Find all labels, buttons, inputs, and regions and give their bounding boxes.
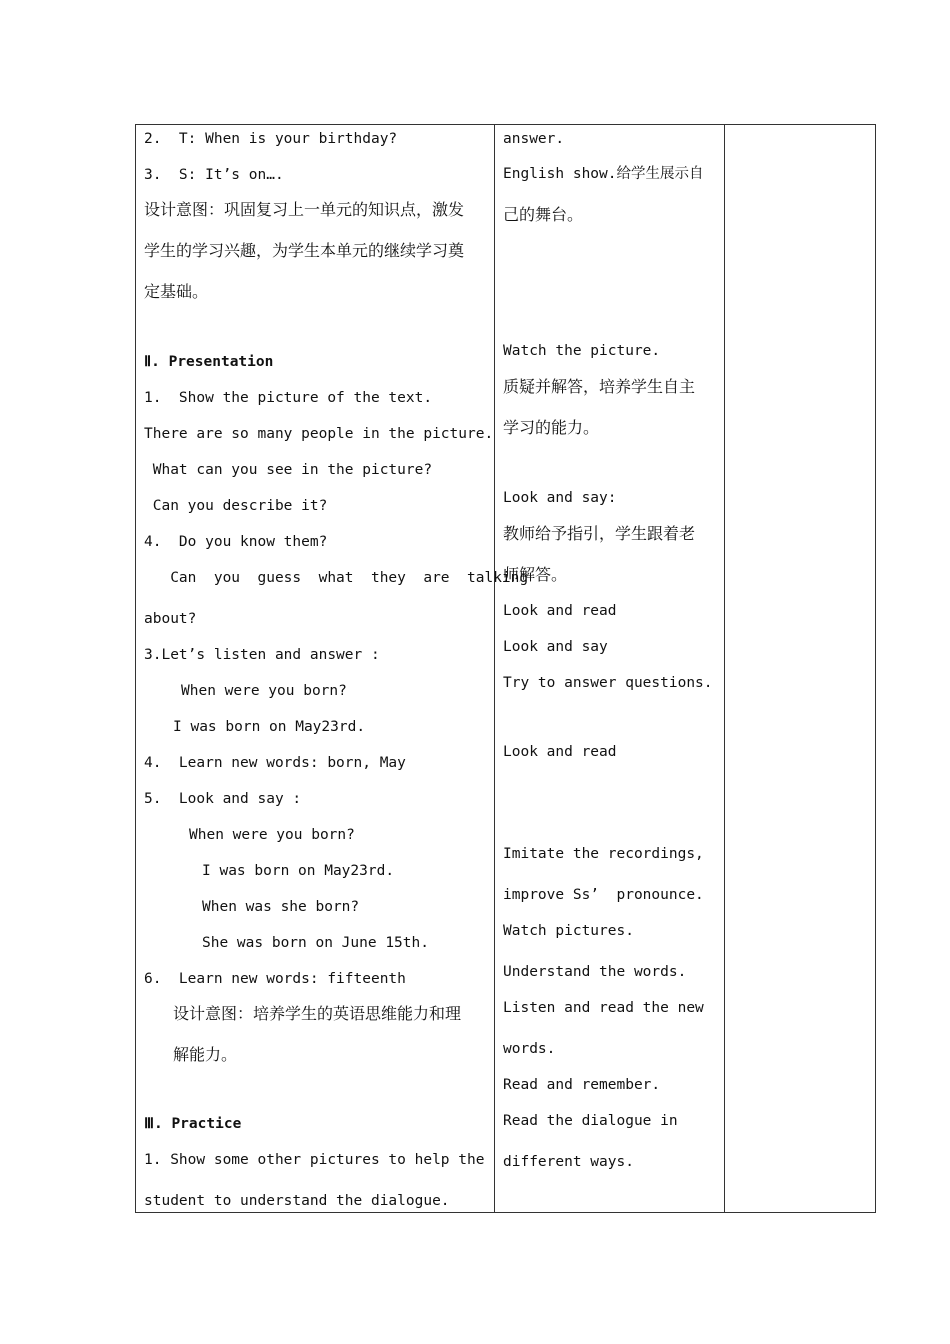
text-line: When were you born? bbox=[181, 683, 347, 699]
section-heading-presentation: Ⅱ. Presentation bbox=[144, 354, 274, 370]
text-line: 3.Let’s listen and answer : bbox=[144, 647, 380, 663]
text-line: Can you guess what they are talking bbox=[144, 570, 529, 586]
text-line: improve Ss’ pronounce. bbox=[503, 887, 704, 903]
text-line: Can you describe it? bbox=[144, 498, 328, 514]
text-line: Imitate the recordings, bbox=[503, 846, 704, 862]
text-line: Watch the picture. bbox=[503, 343, 661, 359]
text-line: 2. T: When is your birthday? bbox=[144, 131, 398, 147]
design-intent-text: 师解答。 bbox=[503, 565, 568, 584]
text-line: 3. S: It’s on…. bbox=[144, 167, 284, 183]
text-line: I was born on May23rd. bbox=[173, 719, 366, 735]
design-intent-text: 教师给予指引，学生跟着老 bbox=[503, 524, 696, 543]
design-intent-text: 学习的能力。 bbox=[503, 418, 600, 437]
design-intent-text: 解能力。 bbox=[173, 1045, 238, 1064]
design-intent-text: 定基础。 bbox=[144, 282, 209, 301]
text-line: Read the dialogue in bbox=[503, 1113, 678, 1129]
text-line: 1. Show some other pictures to help the bbox=[144, 1152, 485, 1168]
text-line: When were you born? bbox=[189, 827, 355, 843]
text-line: Look and read bbox=[503, 603, 617, 619]
text-line: Watch pictures. bbox=[503, 923, 634, 939]
text-line: She was born on June 15th. bbox=[202, 935, 429, 951]
teacher-activity-column bbox=[136, 125, 529, 1212]
text-line: different ways. bbox=[503, 1154, 634, 1170]
text-line: Read and remember. bbox=[503, 1077, 661, 1093]
text-line: When was she born? bbox=[202, 899, 360, 915]
text-line: Look and read bbox=[503, 744, 617, 760]
text-line: 4. Do you know them? bbox=[144, 534, 328, 550]
text-line: 6. Learn new words: fifteenth bbox=[144, 971, 406, 987]
text-line: 4. Learn new words: born, May bbox=[144, 755, 406, 771]
section-heading-practice: Ⅲ. Practice bbox=[144, 1116, 242, 1132]
text-line: Look and say: bbox=[503, 490, 617, 506]
text-line: Listen and read the new bbox=[503, 1000, 704, 1016]
lesson-plan-table bbox=[135, 124, 876, 1213]
student-activity-column bbox=[495, 125, 724, 1212]
design-intent-text: 设计意图：巩固复习上一单元的知识点，激发 bbox=[144, 200, 465, 219]
text-line: answer. bbox=[503, 131, 565, 147]
text-line: 5. Look and say : bbox=[144, 791, 302, 807]
text-line: There are so many people in the picture. bbox=[144, 426, 494, 442]
design-intent-text: 己的舞台。 bbox=[503, 205, 584, 224]
text-line: Try to answer questions. bbox=[503, 675, 713, 691]
notes-column bbox=[725, 125, 875, 1212]
design-intent-text: 学生的学习兴趣，为学生本单元的继续学习奠 bbox=[144, 241, 465, 260]
text-line: What can you see in the picture? bbox=[144, 462, 433, 478]
design-intent-text: 设计意图：培养学生的英语思维能力和理 bbox=[173, 1004, 462, 1023]
text-line: about? bbox=[144, 611, 197, 627]
text-line: Look and say bbox=[503, 639, 608, 655]
text-line: English show.给学生展示自 bbox=[503, 166, 704, 182]
text-line: words. bbox=[503, 1041, 556, 1057]
design-intent-text: 质疑并解答，培养学生自主 bbox=[503, 377, 696, 396]
text-line: I was born on May23rd. bbox=[202, 863, 395, 879]
text-line: student to understand the dialogue. bbox=[144, 1193, 450, 1209]
text-line: 1. Show the picture of the text. bbox=[144, 390, 433, 406]
text-line: Understand the words. bbox=[503, 964, 687, 980]
